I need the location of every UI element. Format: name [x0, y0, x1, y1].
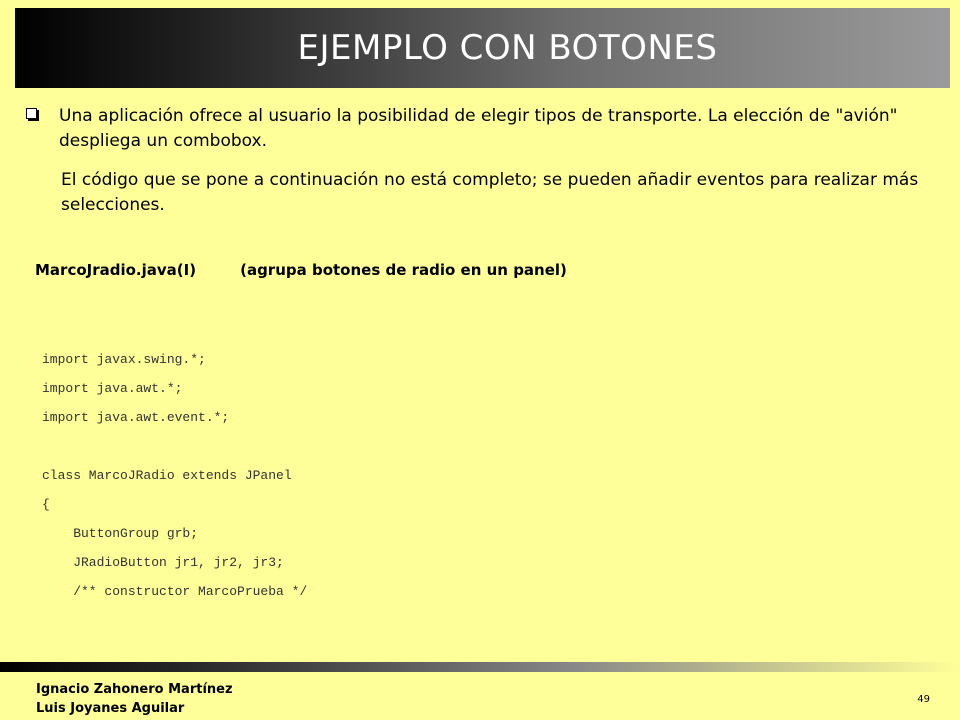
- title-bar: [15, 8, 950, 88]
- code-file-name: MarcoJradio.java(I): [35, 261, 197, 279]
- bullet-item: [26, 104, 926, 154]
- footer-bar: [0, 662, 960, 672]
- code-line: import javax.swing.*;: [42, 352, 206, 367]
- author-name: Luis Joyanes Aguilar: [36, 701, 185, 716]
- checkbox-bullet-icon: [26, 108, 38, 120]
- code-line: class MarcoJRadio extends JPanel: [42, 468, 292, 483]
- code-line: JRadioButton jr1, jr2, jr3;: [42, 555, 284, 570]
- code-line: {: [42, 497, 50, 512]
- footer-authors: [36, 680, 233, 718]
- page-number: 49: [917, 694, 930, 705]
- code-line: ButtonGroup grb;: [42, 526, 199, 541]
- slide-title: EJEMPLO CON BOTONES: [297, 28, 718, 68]
- code-line: import java.awt.*;: [42, 381, 183, 396]
- paragraph-text: El código que se pone a continuación no está completo; se pueden añadir eventos para realizar más selecciones.: [61, 170, 919, 215]
- code-file-note: (agrupa botones de radio en un panel): [240, 261, 567, 279]
- code-line: /** constructor MarcoPrueba */: [42, 584, 308, 599]
- author-name: Ignacio Zahonero Martínez: [36, 682, 233, 697]
- code-line: import java.awt.event.*;: [42, 410, 230, 425]
- bullet-text: Una aplicación ofrece al usuario la posibilidad de elegir tipos de transporte. La elección de "avión" despliega un combobox.: [59, 106, 898, 151]
- code-heading: [35, 261, 567, 279]
